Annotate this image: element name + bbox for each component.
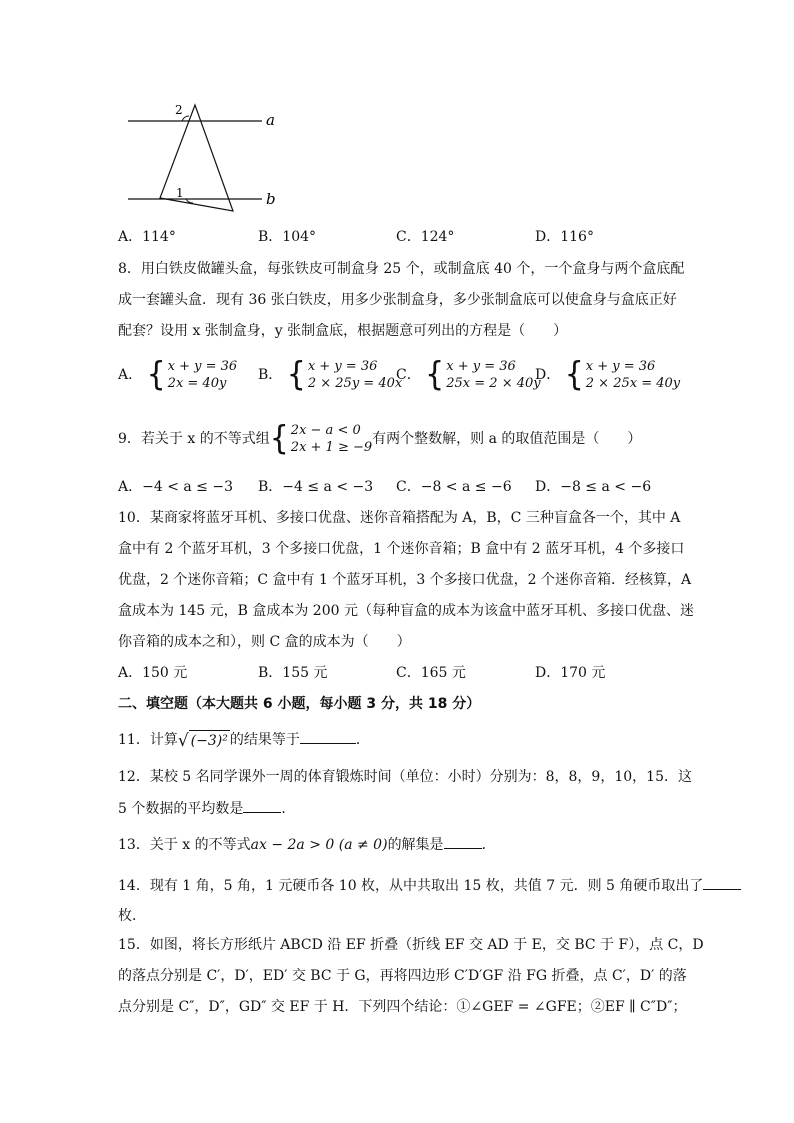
system-row-1: x + y = 36 — [167, 359, 238, 374]
q10-option-a: A．150 元 — [118, 665, 188, 681]
q10-line-3: 优盘，2 个迷你音箱；C 盒中有 1 个蓝牙耳机，3 个多接口优盘，2 个迷你音箱．经核算，A — [118, 572, 692, 588]
q9-option-b: B．−4 ≤ a < −3 — [258, 479, 374, 495]
q8-option-a: A． { x + y = 36 2x = 40y — [118, 355, 238, 394]
parallel-lines-figure — [0, 0, 794, 230]
system-row-2: 2x + 1 ≥ −9 — [290, 440, 373, 455]
q8-option-b: B． { x + y = 36 2 × 25y = 40x — [258, 355, 403, 394]
q9-option-c: C．−8 < a ≤ −6 — [396, 479, 512, 495]
q10-option-b: B．155 元 — [258, 665, 328, 681]
q13-end: ． — [481, 837, 496, 853]
q14-line-2: 枚． — [118, 908, 146, 924]
q10-option-d: D．170 元 — [535, 665, 606, 681]
q15-line-1: 15．如图，将长方形纸片 ABCD 沿 EF 折叠（折线 EF 交 AD 于 E，交 BC 于 F），点 C，D — [118, 937, 704, 953]
q7-option-a: A．114° — [118, 229, 176, 245]
q13-post: 的解集是 — [387, 837, 444, 853]
q12-line-2 — [118, 798, 295, 819]
system-row-2: 2 × 25x = 40y — [585, 376, 681, 391]
label-angle-1: 1 — [176, 186, 184, 200]
q11-pre: 11．计算 — [118, 732, 178, 748]
q11 — [118, 729, 370, 751]
q8-line-2: 成一套罐头盒．现有 36 张白铁皮，用多少张制盒身，多少张制盒底可以使盒身与盒底正好 — [118, 292, 677, 308]
q8-line-3: 配套？设用 x 张制盒身，y 张制盒底，根据题意可列出的方程是（ ） — [118, 323, 568, 339]
q10-line-2: 盒中有 2 个蓝牙耳机，3 个多接口优盘，1 个迷你音箱；B 盒中有 2 蓝牙耳机，4 个多接口 — [118, 541, 685, 557]
q13 — [118, 834, 496, 855]
q12-text: 5 个数据的平均数是 — [118, 801, 244, 817]
option-label: B． — [258, 367, 283, 383]
q12-answer-blank[interactable] — [243, 798, 281, 813]
q13-expression: ax − 2a > 0 (a ≠ 0) — [250, 837, 388, 853]
q13-answer-blank[interactable] — [444, 834, 482, 849]
system-row-2: 2 × 25y = 40x — [307, 376, 403, 391]
q14-answer-blank[interactable] — [703, 875, 741, 890]
q7-option-c: C．124° — [396, 229, 455, 245]
q7-option-b: B．104° — [258, 229, 317, 245]
radicand: (−3)² — [189, 730, 230, 751]
angle-2-arc — [182, 116, 189, 121]
option-label: C． — [396, 367, 421, 383]
label-b: b — [266, 190, 276, 208]
q13-pre: 13．关于 x 的不等式 — [118, 837, 251, 853]
q9-option-d: D．−8 ≤ a < −6 — [535, 479, 652, 495]
q8-line-1: 8．用白铁皮做罐头盒，每张铁皮可制盒身 25 个，或制盒底 40 个，一个盒身与两个盒底配 — [118, 261, 685, 277]
sqrt-expression: √ (−3)² — [177, 730, 228, 751]
q9-pre: 9．若关于 x 的不等式组 — [118, 431, 270, 447]
q9-stem: 9．若关于 x 的不等式组 { 2x − a < 0 2x + 1 ≥ −9 有两个整数解，则 a 的取值范围是（ ） — [118, 419, 642, 458]
q7-option-d: D．116° — [535, 229, 594, 245]
system-row-1: x + y = 36 — [585, 359, 656, 374]
q14-text: 14．现有 1 角，5 角，1 元硬币各 10 枚，从中共取出 15 枚，共值 7 元．则 5 角硬币取出了 — [118, 878, 704, 894]
q10-line-4: 盒成本为 145 元，B 盒成本为 200 元（每种盲盒的成本为该盒中蓝牙耳机、多接口优盘、迷 — [118, 603, 694, 619]
q12-end: ． — [281, 801, 296, 817]
option-label: A． — [118, 367, 143, 383]
q11-end: ． — [355, 732, 370, 748]
option-label: D． — [535, 367, 561, 383]
system-row-2: 2x = 40y — [167, 376, 227, 391]
label-angle-2: 2 — [175, 103, 183, 117]
q14-line-1 — [118, 875, 741, 896]
q15-line-3: 点分别是 C″，D″，GD″ 交 EF 于 H．下列四个结论：①∠GEF = ∠GFE；②EF ∥ C″D″； — [118, 999, 687, 1015]
q15-line-2: 的落点分别是 C′，D′，ED′ 交 BC 于 G，再将四边形 C′D′GF 沿 FG 折叠，点 C′，D′ 的落 — [118, 968, 687, 984]
label-a: a — [266, 111, 275, 129]
q8-option-c: C． { x + y = 36 25x = 2 × 40y — [396, 355, 541, 394]
system-row-1: 2x − a < 0 — [290, 423, 361, 438]
q10-line-5: 你音箱的成本之和），则 C 盒的成本为（ ） — [118, 634, 411, 650]
q9-post: 有两个整数解，则 a 的取值范围是（ ） — [372, 431, 642, 447]
system-row-2: 25x = 2 × 40y — [446, 376, 541, 391]
q11-post: 的结果等于 — [229, 732, 300, 748]
q10-line-1: 10．某商家将蓝牙耳机、多接口优盘、迷你音箱搭配为 A，B，C 三种盲盒各一个，其中 A — [118, 510, 681, 526]
q11-answer-blank[interactable] — [300, 729, 356, 744]
system-row-1: x + y = 36 — [446, 359, 516, 374]
q8-option-d: D． { x + y = 36 2 × 25x = 40y — [535, 355, 681, 394]
section-2-heading: 二、填空题（本大题共 6 小题，每小题 3 分，共 18 分） — [118, 696, 481, 712]
q12-line-1: 12．某校 5 名同学课外一周的体育锻炼时间（单位：小时）分别为：8，8，9，10，15．这 — [118, 769, 692, 785]
system-row-1: x + y = 36 — [307, 359, 378, 374]
q9-option-a: A．−4 < a ≤ −3 — [118, 479, 233, 495]
q10-option-c: C．165 元 — [396, 665, 466, 681]
